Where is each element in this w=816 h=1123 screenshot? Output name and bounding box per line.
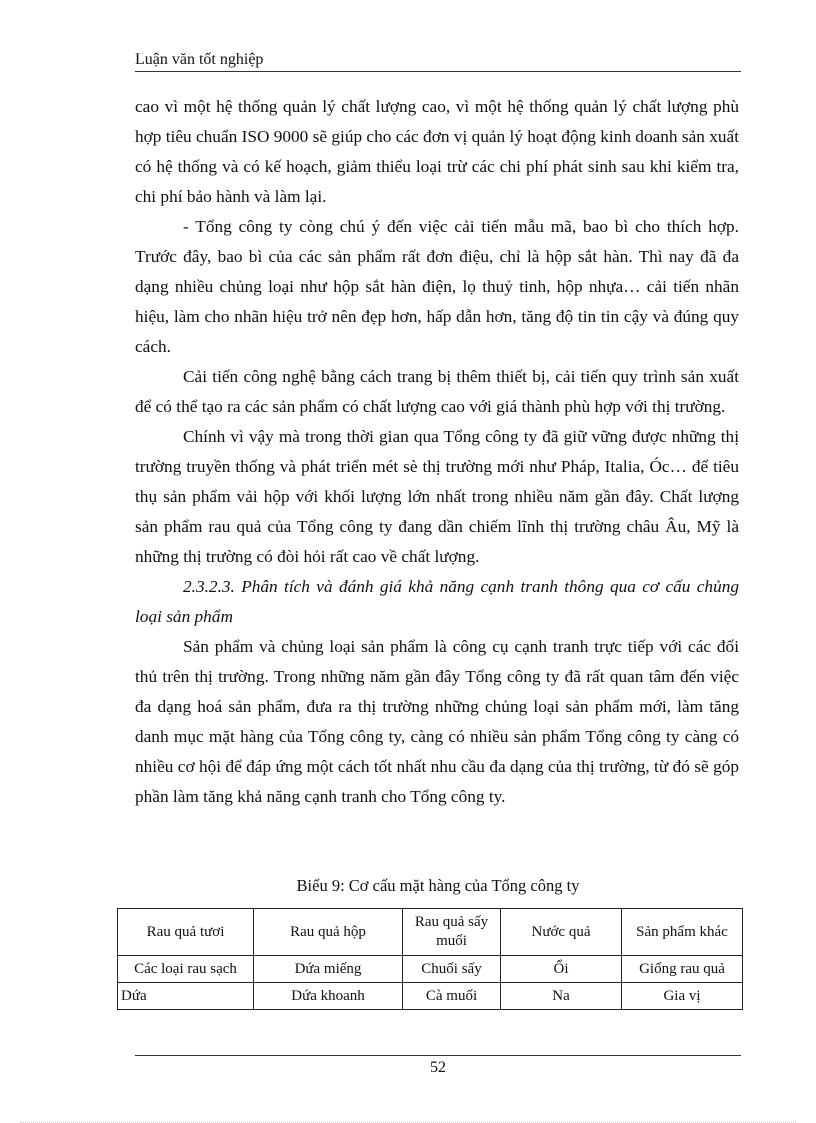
table-header-cell: Rau quả hộp [254, 909, 403, 956]
body-text [135, 92, 739, 812]
table-caption: Biểu 9: Cơ cấu mặt hàng của Tổng công ty [296, 876, 580, 895]
page-number: 52 [430, 1059, 446, 1076]
footer-rule [135, 1055, 741, 1056]
table-cell: Chuối sấy [403, 956, 501, 983]
running-header: Luận văn tốt nghiệp [135, 51, 264, 68]
table-cell: Giống rau quả [622, 956, 743, 983]
section-subheading: 2.3.2.3. Phân tích và đánh giá khả năng cạnh tranh thông qua cơ cấu chủng loại sản phẩm [135, 577, 739, 626]
table-cell: Gia vị [622, 983, 743, 1010]
paragraph: Chính vì vậy mà trong thời gian qua Tổng công ty đã giữ vững được những thị trường truyền thống và phát triển mét sè thị trường mới như Pháp, Italia, Óc… để tiêu thụ sản phẩm vải hộp với khối lượng lớn nhất trong nhiều năm gần đây. Chất lượng sản phẩm rau quả của Tổng công ty đang dần chiếm lĩnh thị trường châu Âu, Mỹ là những thị trường có đòi hỏi rất cao về chất lượng. [135, 427, 739, 566]
table-header-cell: Rau quả sấy muối [403, 909, 501, 956]
table-row [118, 956, 743, 983]
table-cell: Dứa khoanh [254, 983, 403, 1010]
table-header-cell: Rau quả tươi [118, 909, 254, 956]
table-cell: Ổi [501, 956, 622, 983]
header-rule [135, 71, 741, 72]
table-cell: Các loại rau sạch [118, 956, 254, 983]
paragraph: cao vì một hệ thống quản lý chất lượng cao, vì một hệ thống quản lý chất lượng phù hợp tiêu chuẩn ISO 9000 sẽ giúp cho các đơn vị quản lý hoạt động kinh doanh sản xuất có hệ thống và có kế hoạch, giảm thiểu loại trừ các chi phí phát sinh sau khi kiểm tra, chi phí bảo hành và làm lại. [135, 97, 739, 206]
table-header-row [118, 909, 743, 956]
paragraph: Sản phẩm và chủng loại sản phẩm là công cụ cạnh tranh trực tiếp với các đối thủ trên thị trường. Trong những năm gần đây Tổng công ty đã rất quan tâm đến việc đa dạng hoá sản phẩm, đưa ra thị trường những chủng loại sản phẩm mới, làm tăng danh mục mặt hàng của Tổng công ty, càng có nhiều sản phẩm Tổng công ty càng có nhiều cơ hội để đáp ứng một cách tốt nhất nhu cầu đa dạng của thị trường, từ đó sẽ góp phần làm tăng khả năng cạnh tranh cho Tổng công ty. [135, 637, 739, 806]
table-cell: Na [501, 983, 622, 1010]
table-header-cell: Sản phẩm khác [622, 909, 743, 956]
table-cell: Dứa miếng [254, 956, 403, 983]
product-structure-table [117, 908, 743, 1010]
paragraph: - Tổng công ty còng chú ý đến việc cải tiến mẫu mã, bao bì cho thích hợp. Trước đây, bao bì của các sản phẩm rất đơn điệu, chỉ là hộp sắt hàn. Thì nay đã đa dạng nhiều chủng loại như hộp sắt hàn điện, lọ thuỷ tinh, hộp nhựa… cải tiến nhãn hiệu, làm cho nhãn hiệu trở nên đẹp hơn, hấp dẫn hơn, tăng độ tin tin cậy và đúng quy cách. [135, 217, 739, 356]
paragraph: Cải tiến công nghệ bằng cách trang bị thêm thiết bị, cải tiến quy trình sản xuất để có thể tạo ra các sản phẩm có chất lượng cao với giá thành phù hợp với thị trường. [135, 367, 739, 416]
table-cell: Cà muối [403, 983, 501, 1010]
table-cell: Dứa [118, 983, 254, 1010]
table-header-cell: Nước quả [501, 909, 622, 956]
table-row [118, 983, 743, 1010]
